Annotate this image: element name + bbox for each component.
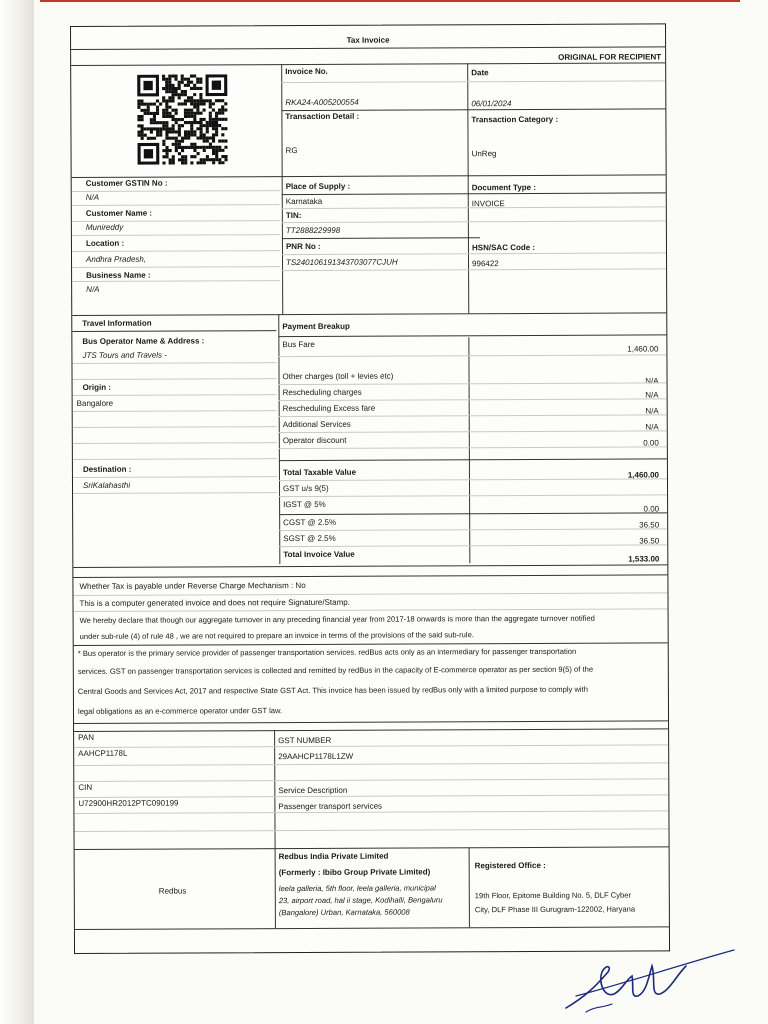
gst-number-label: GST NUMBER xyxy=(278,735,332,746)
total-taxable: 1,460.00 xyxy=(627,470,659,480)
company-address-line-1: leela galleria, 5th floor, leela galleria, municipal xyxy=(278,883,436,894)
cin-label: CIN xyxy=(78,782,93,792)
date-label: Date xyxy=(471,68,489,78)
sgst: 36.50 xyxy=(639,536,660,546)
service-description: Passenger transport services xyxy=(278,801,383,812)
paper-edge xyxy=(0,0,34,1024)
invoice-no: RKA24-A005200554 xyxy=(285,97,359,108)
total-invoice: 1,533.00 xyxy=(628,554,660,564)
copy-label: ORIGINAL FOR RECIPIENT xyxy=(558,52,662,62)
service-description-label: Service Description xyxy=(278,785,348,796)
bus-fare-label: Bus Fare xyxy=(282,339,315,350)
business-name: N/A xyxy=(86,284,100,294)
gst-section-label: GST u/s 9(5) xyxy=(283,483,329,494)
registered-office-label: Registered Office : xyxy=(474,860,546,871)
transaction-category-label: Transaction Category : xyxy=(471,114,559,125)
company-name: Redbus India Private Limited xyxy=(278,851,389,862)
computer-generated-note: This is a computer generated invoice and does not require Signature/Stamp. xyxy=(79,597,350,608)
registered-office-line-2: City, DLF Phase III Gurugram-122002, Haryana xyxy=(474,904,636,915)
bus-operator-note-line-3: Central Goods and Services Act, 2017 and respective State GST Act. This invoice has been issued by redBus only with a limited purpose to comply with xyxy=(77,684,588,696)
turnover-note-line-1: We hereby declare that though our aggregate turnover in any preceding financial year from 2017-18 onwards is more than the aggregate turnover notified xyxy=(79,613,595,625)
tin: TT2888229998 xyxy=(285,225,341,236)
pan: AAHCP1178L xyxy=(78,748,128,758)
hsn-sac-code: 996422 xyxy=(472,259,499,269)
origin: Bangalore xyxy=(76,398,114,408)
bus-fare: 1,460.00 xyxy=(627,344,659,354)
company-former-name: (Formerly : Ibibo Group Private Limited) xyxy=(278,867,431,878)
customer-location: Andhra Pradesh, xyxy=(85,254,147,264)
tax-invoice-document xyxy=(70,23,670,954)
pnr: TS240106191343703077CJUH xyxy=(286,257,398,268)
operator-discount-label: Operator discount xyxy=(282,435,347,446)
other-charges: N/A xyxy=(645,376,659,386)
reverse-charge-note: Whether Tax is payable under Reverse Charge Mechanism : No xyxy=(79,580,306,591)
destination: SriKalahasthi xyxy=(82,480,131,490)
invoice-date: 06/01/2024 xyxy=(471,99,512,109)
cin: U72900HR2012PTC090199 xyxy=(78,798,179,808)
bus-operator: JTS Tours and Travels - xyxy=(82,350,167,360)
document-type: INVOICE xyxy=(471,199,505,209)
travel-info-label: Travel Information xyxy=(82,318,152,328)
bus-operator-label: Bus Operator Name & Address : xyxy=(82,336,205,346)
payment-breakup-label: Payment Breakup xyxy=(282,321,350,332)
destination-label: Destination : xyxy=(82,464,132,474)
brand-name: Redbus xyxy=(158,886,187,896)
bus-operator-note-line-2: services. GST on passenger transportation services is collected and remitted by redBus in the capacity of E-commerce operator as per section 9(5) of the xyxy=(77,664,594,676)
other-charges-label: Other charges (toll + levies etc) xyxy=(282,371,394,382)
cgst-label: CGST @ 2.5% xyxy=(283,517,337,528)
bus-operator-note-line-1: * Bus operator is the primary service provider of passenger transportation services. redBus acts only as an intermediary for passenger transportation xyxy=(77,646,577,658)
document-type-label: Document Type : xyxy=(471,182,537,193)
rescheduling-charges: N/A xyxy=(645,390,659,400)
total-taxable-label: Total Taxable Value xyxy=(282,467,357,478)
turnover-note-line-2: under sub-rule (4) of rule 48 , we are not required to prepare an invoice in terms of the provisions of the said sub-rule. xyxy=(79,630,474,641)
additional-services: N/A xyxy=(645,422,659,432)
location-label: Location : xyxy=(85,238,125,248)
company-address-line-2: 23, airport road, hal ii stage, Kodihalli, Bengaluru xyxy=(278,895,443,906)
total-invoice-label: Total Invoice Value xyxy=(283,549,355,560)
rescheduling-excess: N/A xyxy=(645,406,659,416)
gst-number: 29AAHCP1178L1ZW xyxy=(278,751,354,762)
signature-mark xyxy=(556,936,736,1020)
origin-label: Origin : xyxy=(82,382,112,392)
tin-label: TIN: xyxy=(285,210,302,221)
document-title: Tax Invoice xyxy=(346,35,390,45)
customer-gstin: N/A xyxy=(85,192,100,202)
invoice-no-label: Invoice No. xyxy=(285,66,328,77)
customer-name: Munireddy xyxy=(85,222,124,232)
place-of-supply-label: Place of Supply : xyxy=(285,181,351,192)
transaction-detail-label: Transaction Detail : xyxy=(285,111,360,122)
customer-gstin-label: Customer GSTIN No : xyxy=(85,178,168,188)
transaction-category: UnReg xyxy=(471,149,497,159)
place-of-supply: Karnataka xyxy=(285,196,323,207)
cgst: 36.50 xyxy=(639,520,660,530)
pnr-label: PNR No : xyxy=(285,241,321,252)
rescheduling-charges-label: Rescheduling charges xyxy=(282,387,362,398)
sgst-label: SGST @ 2.5% xyxy=(283,533,336,544)
customer-name-label: Customer Name : xyxy=(85,208,153,218)
igst-label: IGST @ 5% xyxy=(283,499,326,510)
rescheduling-excess-label: Rescheduling Excess fare xyxy=(282,403,376,414)
pan-label: PAN xyxy=(78,732,94,742)
hsn-sac-label: HSN/SAC Code : xyxy=(471,242,536,253)
business-name-label: Business Name : xyxy=(86,270,151,280)
operator-discount: 0.00 xyxy=(643,438,659,448)
igst: 0.00 xyxy=(643,504,660,514)
additional-services-label: Additional Services xyxy=(282,419,351,430)
company-address-line-3: (Bangalore) Urban, Karnataka, 560008 xyxy=(278,907,410,918)
transaction-detail: RG xyxy=(285,146,298,156)
registered-office-line-1: 19th Floor, Epitome Building No. 5, DLF Cyber xyxy=(474,890,631,901)
qr-code-icon xyxy=(136,74,228,164)
bus-operator-note-line-4: legal obligations as an e-commerce operator under GST law. xyxy=(77,706,283,716)
